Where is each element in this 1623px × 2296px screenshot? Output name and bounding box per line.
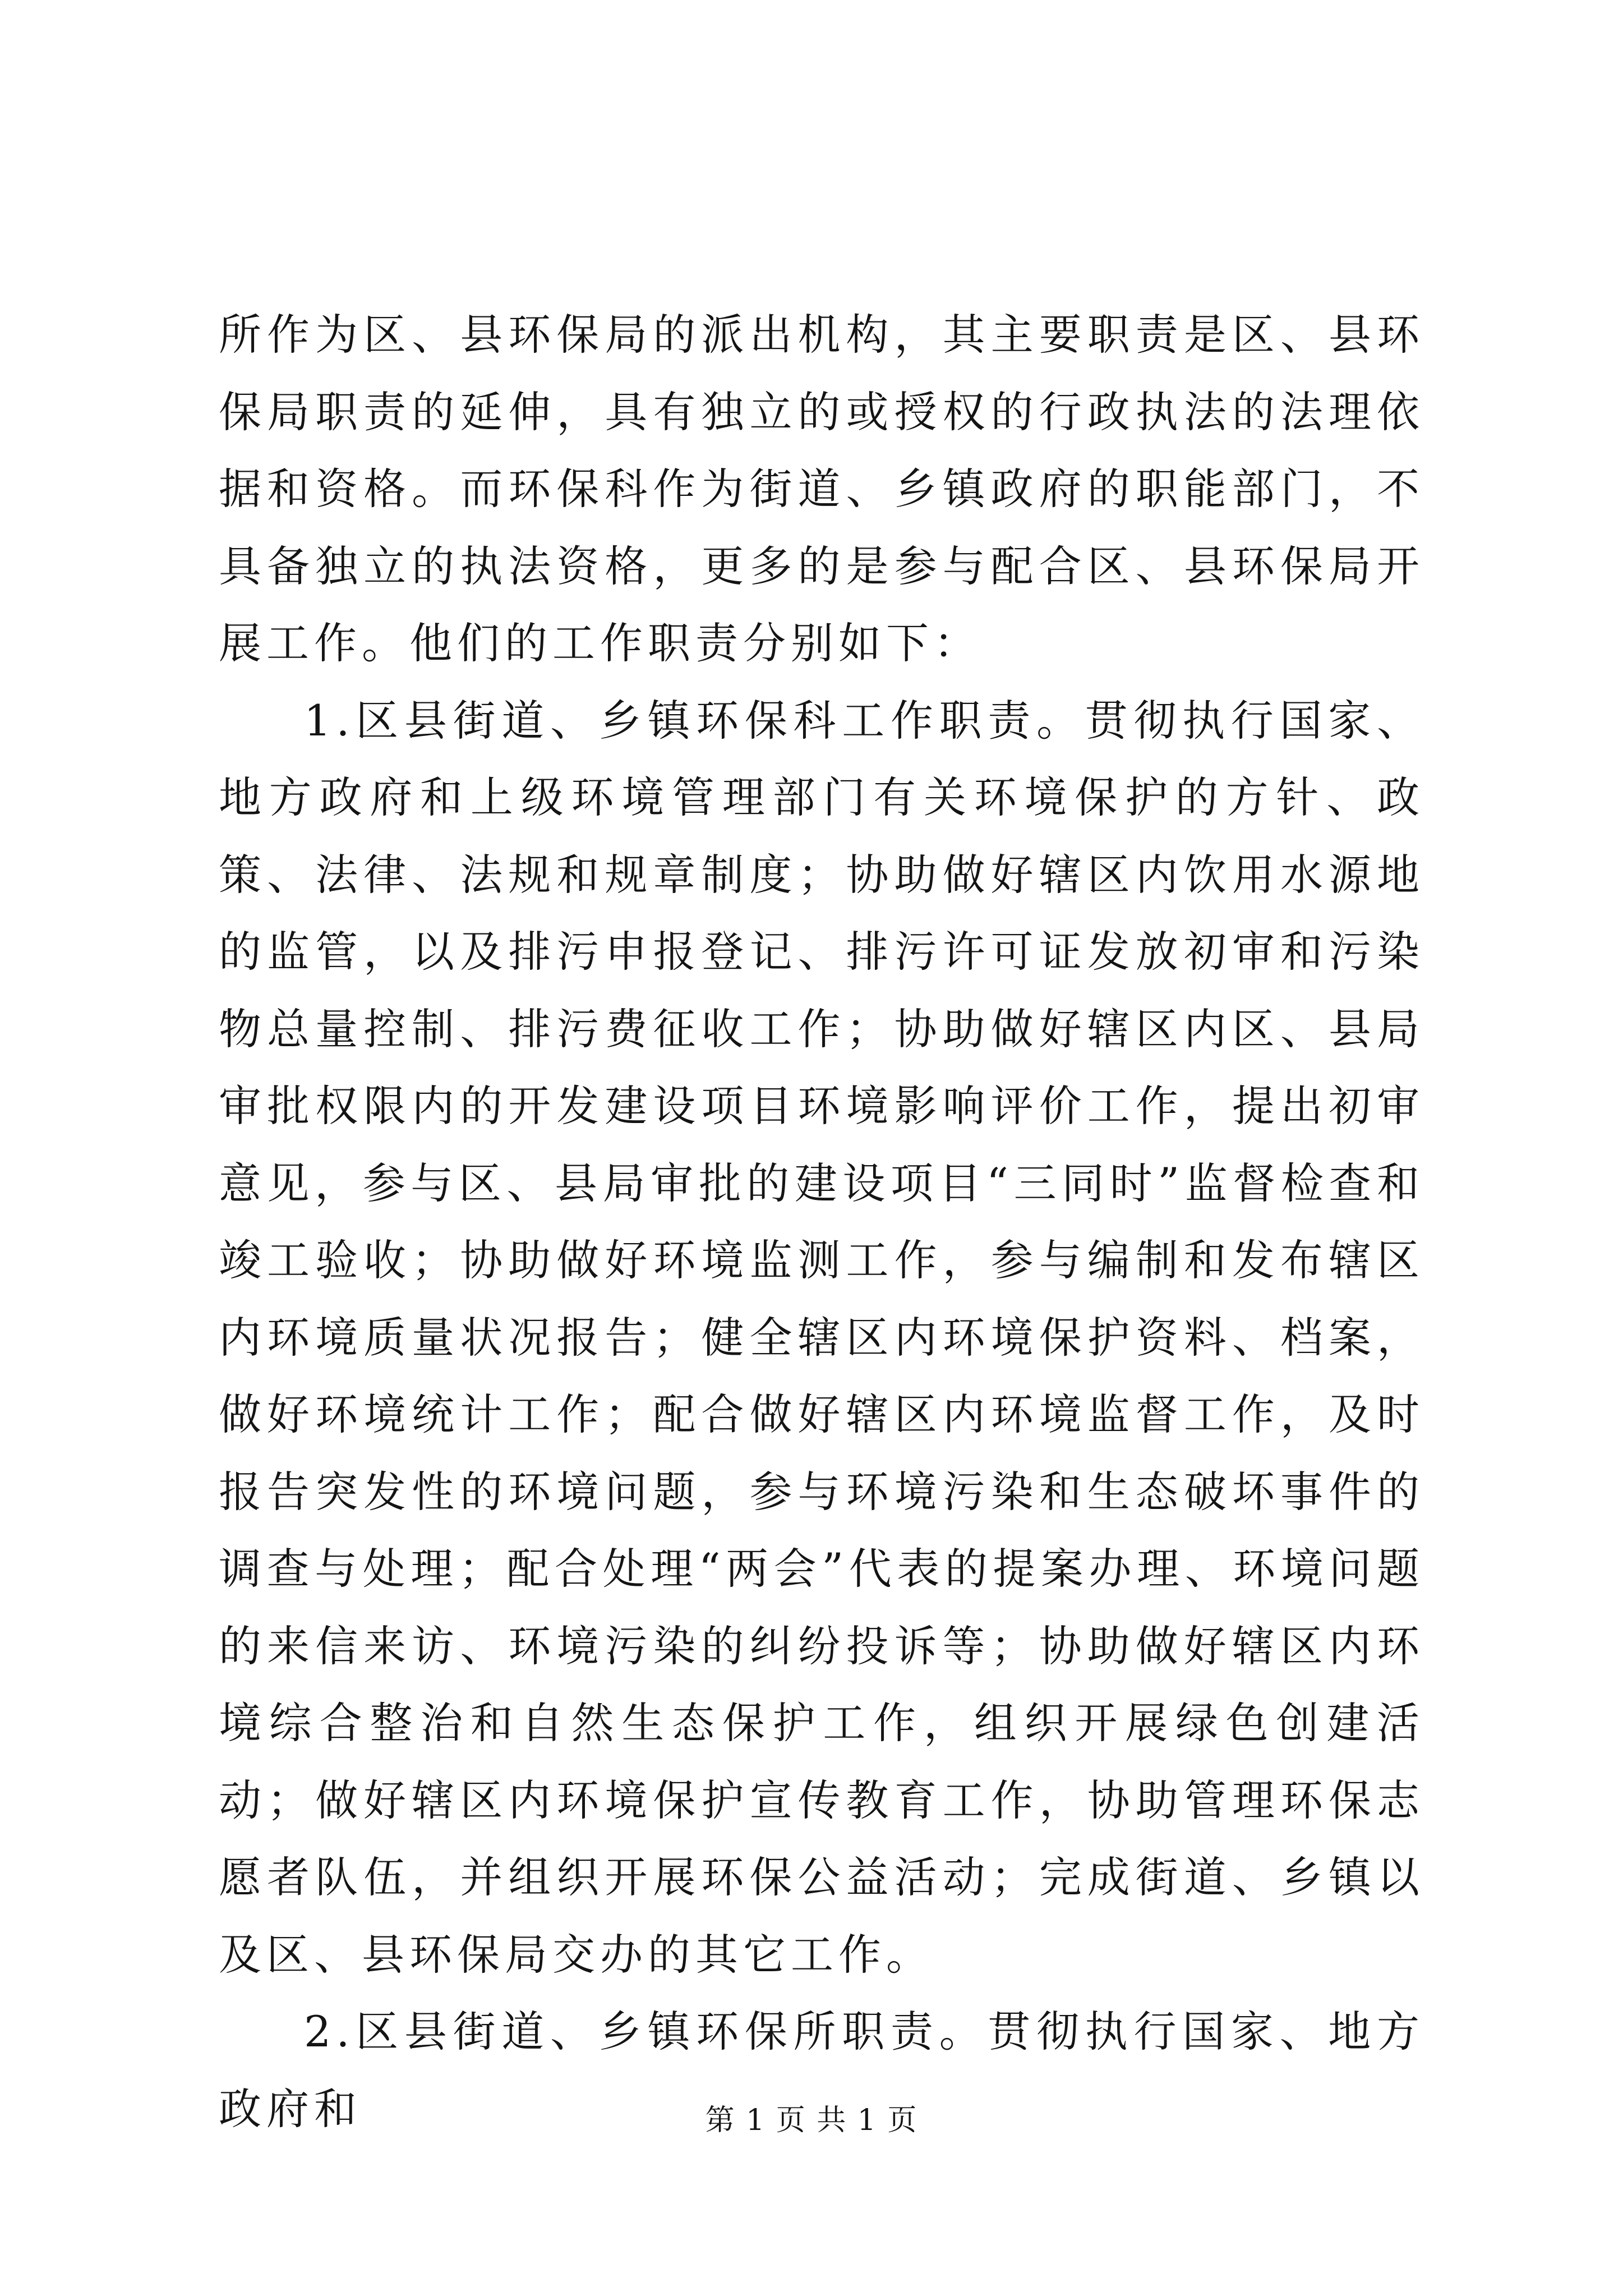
paragraph-section-2: 2.区县街道、乡镇环保所职责。贯彻执行国家、地方政府和 [219, 2007, 1424, 2134]
document-body [219, 296, 1424, 2147]
page-footer: 第 1 页 共 1 页 [705, 2104, 918, 2137]
paragraph-section-1: 1.区县街道、乡镇环保科工作职责。贯彻执行国家、地方政府和上级环境管理部门有关环境保护的方针、政策、法律、法规和规章制度；协助做好辖区内饮用水源地的监管，以及排污申报登记、排污许可证发放初审和污染物总量控制、排污费征收工作；协助做好辖区内区、县局审批权限内的开发建设项目环境影响评价工作，提出初审意见，参与区、县局审批的建设项目“三同时”监督检查和竣工验收；协助做好环境监测工作，参与编制和发布辖区内环境质量状况报告；健全辖区内环境保护资料、档案，做好环境统计工作；配合做好辖区内环境监督工作，及时报告突发性的环境问题，参与环境污染和生态破坏事件的调查与处理；配合处理“两会”代表的提案办理、环境问题的来信来访、环境污染的纠纷投诉等；协助做好辖区内环境综合整治和自然生态保护工作，组织开展绿色创建活动；做好辖区内环境保护宣传教育工作，协助管理环保志愿者队伍，并组织开展环保公益活动；完成街道、乡镇以及区、县环保局交办的其它工作。 [219, 695, 1424, 1980]
paragraph-continuation: 所作为区、县环保局的派出机构，其主要职责是区、县环保局职责的延伸，具有独立的或授权的行政执法的法理依据和资格。而环保科作为街道、乡镇政府的职能部门，不具备独立的执法资格，更多的是参与配合区、县环保局开展工作。他们的工作职责分别如下： [219, 310, 1424, 668]
